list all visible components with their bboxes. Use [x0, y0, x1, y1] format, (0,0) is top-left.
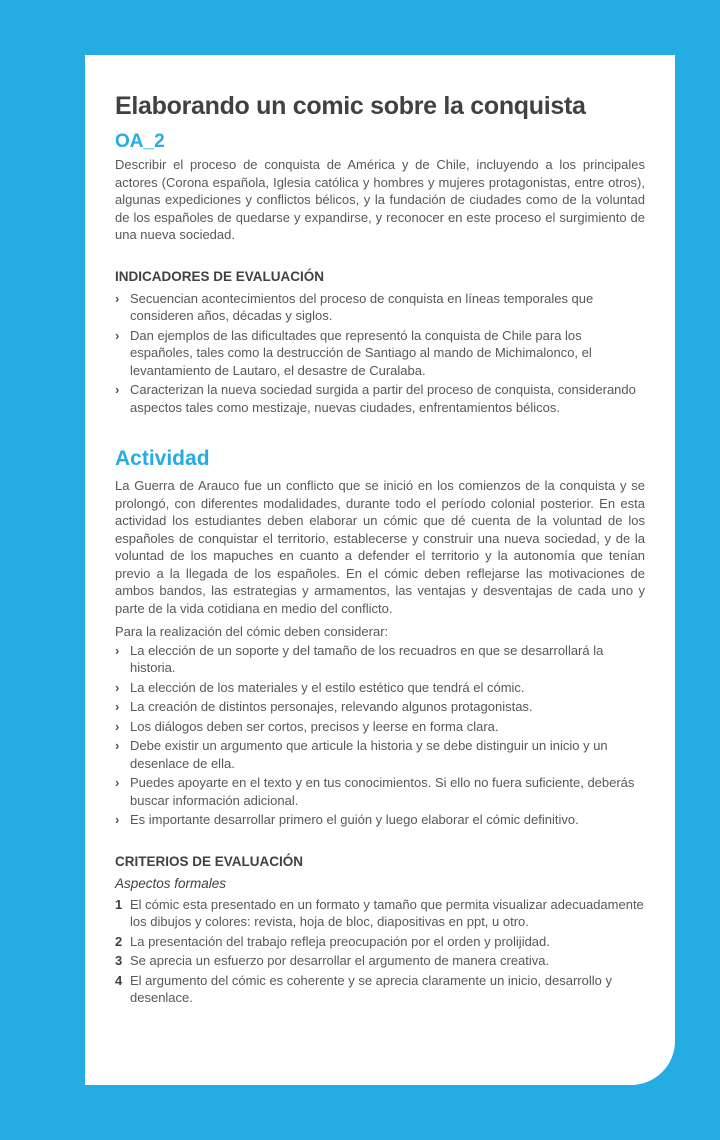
numbered-item-text: Se aprecia un esfuerzo por desarrollar el argumento de manera creativa.	[130, 953, 550, 968]
bullet-icon: ›	[115, 679, 120, 695]
bullet-icon: ›	[115, 642, 120, 658]
list-item	[115, 718, 645, 736]
bullet-icon: ›	[115, 738, 120, 753]
list-item	[115, 774, 645, 809]
item-number: 3	[115, 953, 123, 968]
bullet-icon: ›	[115, 290, 120, 306]
actividad-heading: Actividad	[115, 447, 210, 470]
list-item-text: La elección de los materiales y el estilo estético que tendrá el cómic.	[130, 679, 525, 695]
list-item-text: Debe existir un argumento que articule la historia y se debe distinguir un inicio y un desenlace de ella.	[130, 738, 608, 771]
list-item	[115, 679, 645, 697]
oa-description: Describir el proceso de conquista de América y de Chile, incluyendo a los principales actores (Corona española, Iglesia católica y hombres y mujeres protagonistas, entre otros), algunas expediciones y conflictos bélicos, y la fundación de ciudades como de la voluntad de los españoles de quedarse y expandirse, y reconocer en este proceso el surgimiento de una nueva sociedad.	[115, 157, 645, 242]
list-item	[115, 290, 645, 325]
list-item-text: Es importante desarrollar primero el guión y luego elaborar el cómic definitivo.	[130, 812, 579, 827]
numbered-item	[115, 972, 645, 1007]
actividad-consider-label: Para la realización del cómic deben considerar:	[115, 624, 389, 639]
actividad-list	[115, 642, 645, 829]
list-item-text: Caracterizan la nueva sociedad surgida a partir del proceso de conquista, considerando aspectos tales como mestizaje, nuevas ciudades, enfrentamientos bélicos.	[130, 382, 636, 415]
bullet-icon: ›	[115, 699, 120, 714]
bullet-icon: ›	[115, 327, 120, 343]
actividad-intro: La Guerra de Arauco fue un conflicto que se inició en los comienzos de la conquista y se prolongó, con diferentes modalidades, durante todo el período colonial posterior. En esta actividad los estudiantes deben elaborar un cómic que dé cuenta de la voluntad de los españoles de conquistar el territorio, establecerse y construir una nueva sociedad, y de la voluntad de los mapuches en cuanto a defender el territorio y la autonomía que tenían previo a la llegada de los españoles. En el cómic deben reflejarse las motivaciones de ambos bandos, las estrategias y armamentos, las ventajas y desventajas de cada uno y parte de la vida cotidiana en medio del conflicto.	[115, 478, 645, 616]
numbered-item	[115, 896, 645, 931]
criterios-list	[115, 896, 645, 1007]
criterios-subheading: Aspectos formales	[115, 875, 227, 891]
bullet-icon: ›	[115, 718, 120, 734]
list-item	[115, 811, 645, 829]
list-item	[115, 327, 645, 380]
page-title: Elaborando un comic sobre la conquista	[115, 92, 586, 120]
list-item-text: La elección de un soporte y del tamaño de los recuadros en que se desarrollará la historia.	[130, 642, 604, 675]
list-item	[115, 642, 645, 677]
bullet-icon: ›	[115, 382, 120, 397]
document-card	[85, 55, 675, 1085]
list-item-text: Dan ejemplos de las dificultades que representó la conquista de Chile para los españoles, tales como la destrucción de Santiago al mando de Michimalonco, el levantamiento de Lautaro, el desastre de Curalaba.	[130, 327, 592, 378]
oa-code-heading: OA_2	[115, 131, 165, 152]
list-item	[115, 698, 645, 716]
criterios-heading: CRITERIOS DE EVALUACIÓN	[115, 853, 304, 869]
list-item-text: La creación de distintos personajes, relevando algunos protagonistas.	[130, 699, 533, 714]
bullet-icon: ›	[115, 812, 120, 827]
indicadores-list	[115, 290, 645, 417]
numbered-item	[115, 952, 645, 970]
bullet-icon: ›	[115, 775, 120, 790]
item-number: 1	[115, 896, 123, 912]
indicadores-heading: INDICADORES DE EVALUACIÓN	[115, 268, 325, 284]
numbered-item-text: El argumento del cómic es coherente y se aprecia claramente un inicio, desarrollo y desenlace.	[130, 972, 612, 1005]
item-number: 4	[115, 972, 123, 988]
numbered-item-text: El cómic esta presentado en un formato y tamaño que permita visualizar adecuadamente los dibujos y colores: revista, hoja de bloc, diapositivas en ppt, u otro.	[130, 896, 644, 929]
list-item	[115, 381, 645, 416]
list-item-text: Puedes apoyarte en el texto y en tus conocimientos. Si ello no fuera suficiente, deberás buscar información adicional.	[130, 775, 635, 808]
item-number: 2	[115, 933, 123, 949]
list-item-text: Los diálogos deben ser cortos, precisos y leerse en forma clara.	[130, 718, 499, 734]
numbered-item-text: La presentación del trabajo refleja preocupación por el orden y prolijidad.	[130, 933, 550, 949]
list-item	[115, 737, 645, 772]
list-item-text: Secuencian acontecimientos del proceso de conquista en líneas temporales que consideren años, décadas y siglos.	[130, 290, 594, 323]
numbered-item	[115, 933, 645, 951]
